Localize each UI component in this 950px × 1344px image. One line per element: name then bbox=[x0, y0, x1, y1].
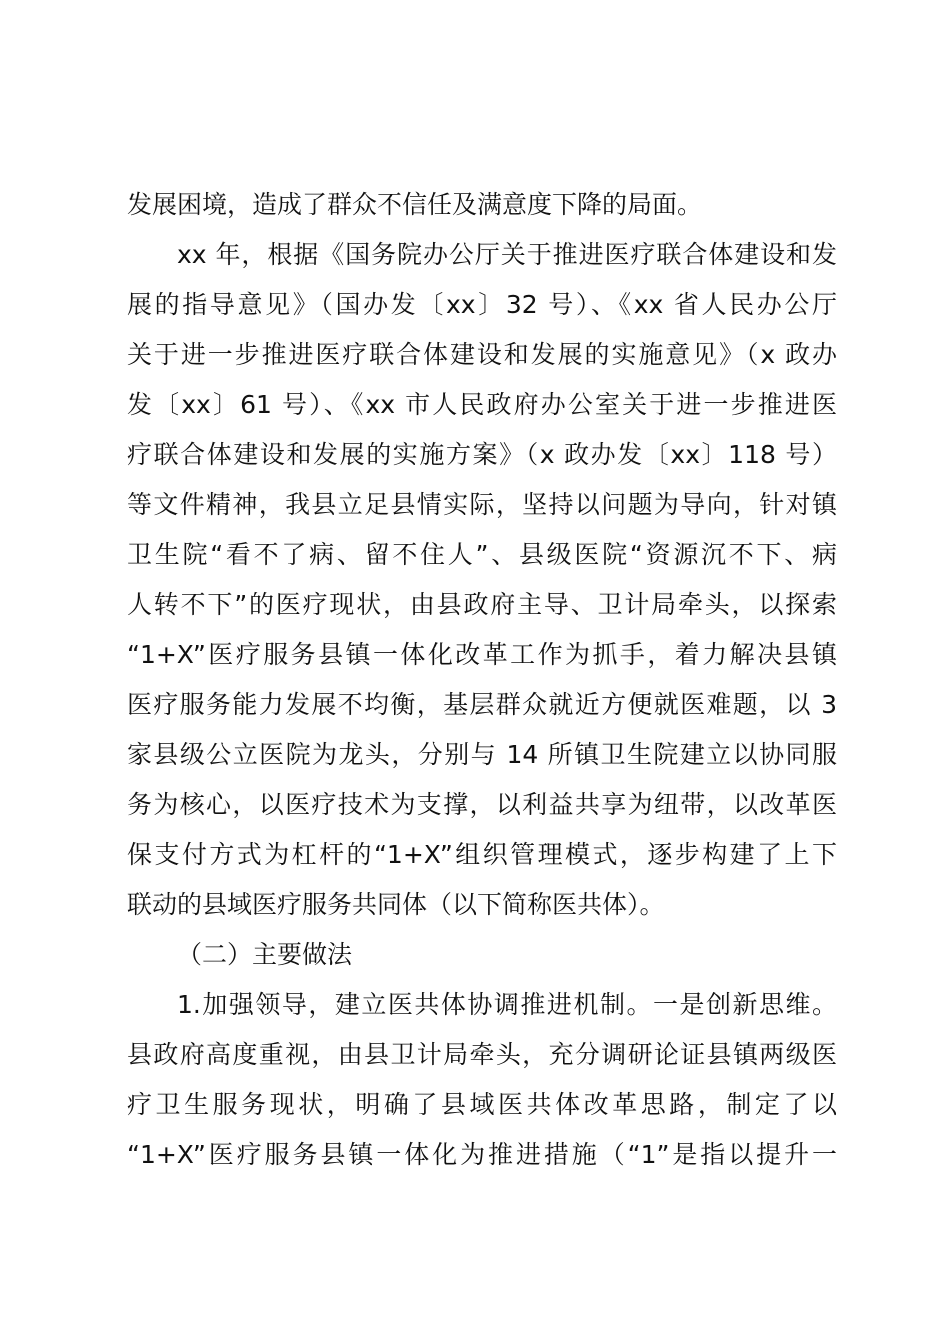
text-line: 联动的县域医疗服务共同体（以下简称医共体）。 bbox=[127, 890, 665, 919]
text-line: 卫生院“看不了病、留不住人”、县级医院“资源沉不下、病 bbox=[127, 540, 837, 569]
section-heading: （二）主要做法 bbox=[177, 940, 353, 969]
text-line: 发展困境，造成了群众不信任及满意度下降的局面。 bbox=[127, 190, 703, 219]
text-line: 保支付方式为杠杆的“1+X”组织管理模式，逐步构建了上下 bbox=[127, 840, 837, 869]
text-line: 疗卫生服务现状，明确了县域医共体改革思路，制定了以 bbox=[127, 1090, 837, 1119]
text-line: 医疗服务能力发展不均衡，基层群众就近方便就医难题，以 3 bbox=[127, 690, 837, 719]
body-text bbox=[127, 180, 837, 1180]
text-line: 务为核心，以医疗技术为支撑，以利益共享为纽带，以改革医 bbox=[127, 790, 837, 819]
text-line: 人转不下”的医疗现状，由县政府主导、卫计局牵头，以探索 bbox=[127, 590, 837, 619]
paragraph-start-line: xx 年，根据《国务院办公厅关于推进医疗联合体建设和发 bbox=[177, 240, 837, 269]
text-line: 发〔xx〕61 号）、《xx 市人民政府办公室关于进一步推进医 bbox=[127, 390, 837, 419]
text-line: 疗联合体建设和发展的实施方案》（x 政办发〔xx〕118 号） bbox=[127, 440, 837, 469]
text-line: “1+X”医疗服务县镇一体化改革工作为抓手，着力解决县镇 bbox=[127, 640, 837, 669]
text-line: 县政府高度重视，由县卫计局牵头，充分调研论证县镇两级医 bbox=[127, 1040, 837, 1069]
text-line: 家县级公立医院为龙头，分别与 14 所镇卫生院建立以协同服 bbox=[127, 740, 837, 769]
paragraph-start-line: 1.加强领导，建立医共体协调推进机制。一是创新思维。 bbox=[177, 990, 837, 1019]
text-line: 等文件精神，我县立足县情实际，坚持以问题为导向，针对镇 bbox=[127, 490, 837, 519]
text-line: “1+X”医疗服务县镇一体化为推进措施（“1”是指以提升一 bbox=[127, 1140, 837, 1169]
text-line: 关于进一步推进医疗联合体建设和发展的实施意见》（x 政办 bbox=[127, 340, 837, 369]
text-line: 展的指导意见》（国办发〔xx〕32 号）、《xx 省人民办公厅 bbox=[127, 290, 837, 319]
